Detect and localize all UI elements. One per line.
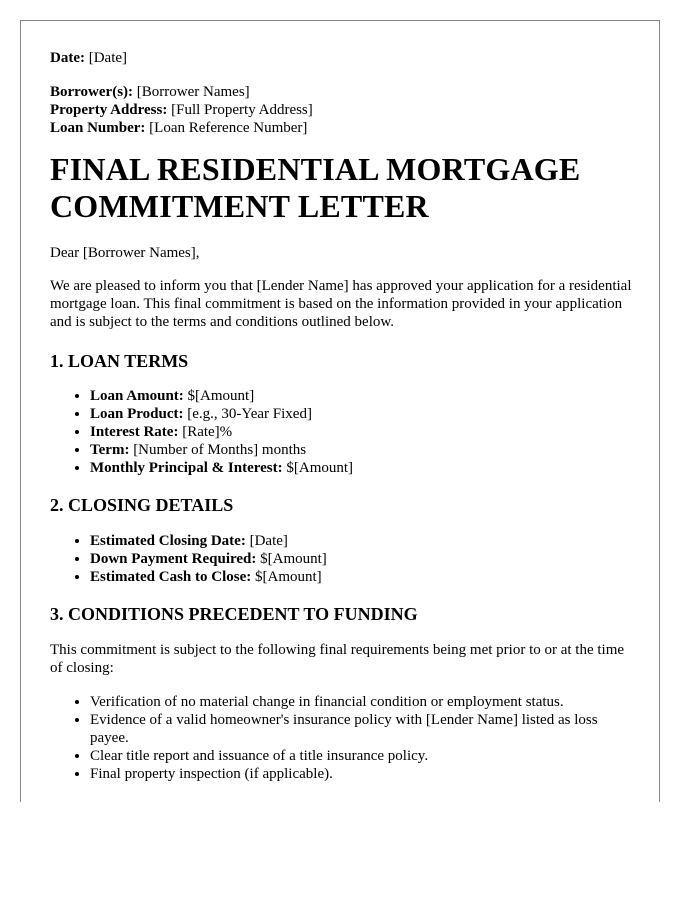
list-item: • Evidence of a valid homeowner's insurance policy with [Lender Name] listed as loss payee. [90, 711, 640, 747]
monthly-pi-label: Monthly Principal & Interest: [90, 460, 283, 476]
list-item: • Clear title report and issuance of a title insurance policy. [90, 747, 640, 765]
property-address-label: Property Address: [50, 102, 168, 118]
loan-number-value: [Loan Reference Number] [145, 120, 308, 136]
list-item [90, 423, 640, 441]
letter-page [20, 20, 660, 802]
date-line [50, 49, 640, 67]
closing-details-heading: 2. CLOSING DETAILS [50, 495, 234, 515]
list-item: • Final property inspection (if applicable). [90, 765, 640, 783]
list-item [90, 441, 640, 459]
greeting: Dear [Borrower Names], [50, 245, 200, 261]
letter-title: FINAL RESIDENTIAL MORTGAGE COMMITMENT LETTER [50, 151, 581, 224]
cash-to-close-label: Estimated Cash to Close: [90, 569, 252, 585]
list-item [90, 459, 640, 477]
loan-amount-value: $[Amount] [183, 388, 255, 404]
borrowers-line [50, 83, 640, 101]
property-address-value: [Full Property Address] [167, 102, 313, 118]
date-value: [Date] [84, 50, 128, 66]
down-payment-value: $[Amount] [256, 551, 327, 567]
meta-gap [50, 67, 640, 83]
down-payment-label: Down Payment Required: [90, 551, 257, 567]
loan-number-label: Loan Number: [50, 120, 146, 136]
loan-number-line [50, 119, 640, 137]
term-label: Term: [90, 442, 130, 458]
loan-amount-label: Loan Amount: [90, 388, 184, 404]
term-value: [Number of Months] months [129, 442, 307, 458]
list-item [90, 532, 640, 550]
list-item [90, 405, 640, 423]
conditions-intro: This commitment is subject to the following final requirements being met prior to or at the time of closing: [50, 642, 625, 676]
conditions-list [50, 693, 640, 783]
monthly-pi-value: $[Amount] [282, 460, 354, 476]
loan-product-value: [e.g., 30-Year Fixed] [183, 406, 312, 422]
intro-paragraph: We are pleased to inform you that [Lender Name] has approved your application for a residential mortgage loan. This final commitment is based on the information provided in your application and is subject to the terms and conditions outlined below. [50, 278, 632, 330]
list-item [90, 568, 640, 586]
letter-content [50, 49, 640, 783]
interest-rate-label: Interest Rate: [90, 424, 179, 440]
property-address-line [50, 101, 640, 119]
closing-date-value: [Date] [245, 533, 288, 549]
borrowers-label: Borrower(s): [50, 84, 134, 100]
list-item: • Verification of no material change in financial condition or employment status. [90, 693, 640, 711]
cash-to-close-value: $[Amount] [251, 569, 322, 585]
list-item [90, 387, 640, 405]
interest-rate-value: [Rate]% [178, 424, 233, 440]
closing-details-list [50, 532, 640, 586]
closing-date-label: Estimated Closing Date: [90, 533, 246, 549]
conditions-heading: 3. CONDITIONS PRECEDENT TO FUNDING [50, 604, 418, 624]
loan-product-label: Loan Product: [90, 406, 184, 422]
borrowers-value: [Borrower Names] [133, 84, 250, 100]
loan-terms-list [50, 387, 640, 477]
list-item [90, 550, 640, 568]
loan-terms-heading: 1. LOAN TERMS [50, 351, 189, 371]
date-label: Date: [50, 50, 85, 66]
